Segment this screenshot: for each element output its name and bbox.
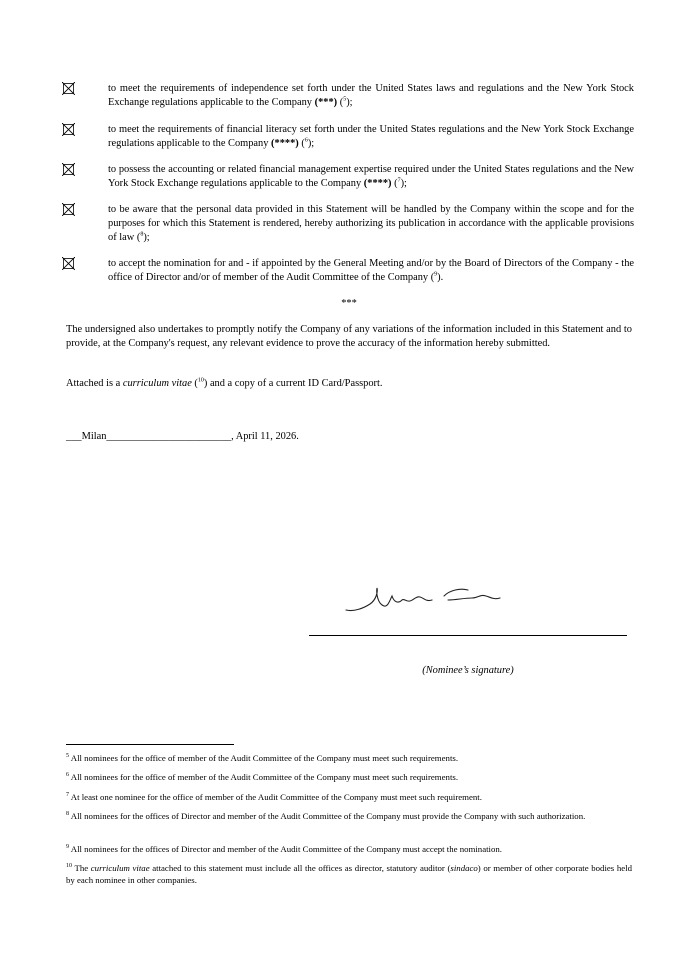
checked-box-icon[interactable]: [62, 123, 75, 136]
attached-prefix: Attached is a: [66, 378, 123, 389]
checked-box-icon[interactable]: [62, 257, 75, 270]
item-text: to meet the requirements of independence set forth under the United States laws and regulations and the New York Stock Exchange regulations applicable to the Company: [108, 83, 634, 108]
footnote-text: The: [74, 863, 91, 873]
footnote-ref: 5: [343, 96, 347, 103]
footnote-10: [66, 862, 632, 886]
attachments-paragraph: Attached is a curriculum vitae ($^{10}$) and a copy of a current ID Card/Passport.: [66, 377, 383, 389]
section-separator: ***: [341, 298, 357, 309]
place-date: ___Milan________________________, April 11, 2026.: [66, 431, 299, 442]
footnote-text: ) or member of other corporate bodies held by each nominee in other companies.: [66, 863, 632, 885]
footnote-separator: [66, 744, 234, 745]
undertaking-paragraph: The undersigned also undertakes to promptly notify the Company of any variations of the information included in this Statement and to provide, at the Company's request, any relevant evidence to prove the accuracy of the information hereby submitted.: [66, 324, 632, 349]
checklist-item-text: to meet the requirements of financial literacy set forth under the United States regulations and the New York Stock Exchange regulations applicable to the Company (****) ($^6$);: [108, 124, 634, 149]
checked-box-icon[interactable]: [62, 203, 75, 216]
checklist-item-text: to meet the requirements of independence set forth under the United States laws and regulations and the New York Stock Exchange regulations applicable to the Company (***) ($^5$);: [108, 83, 634, 108]
footnote-number: 7: [66, 792, 69, 799]
handwritten-signature: [340, 582, 520, 618]
checked-box-icon[interactable]: [62, 163, 75, 176]
footnote-ref: 6: [304, 137, 308, 144]
footnote-9: [66, 843, 632, 855]
footnote-ref: 9: [434, 271, 438, 278]
footnote-number: 9: [66, 844, 69, 851]
footnote-ref: 10: [197, 377, 204, 384]
footnote-7: [66, 791, 632, 803]
footnote-number: 5: [66, 753, 69, 760]
signature-caption: (Nominee’s signature): [422, 665, 514, 676]
footnote-number: 10: [66, 863, 72, 870]
checklist-item-text: to be aware that the personal data provided in this Statement will be handled by the Company within the scope and for the purposes for which this Statement is rendered, hereby authorizing its publication in accordance with the applicable provisions of law ($^8$);: [108, 204, 634, 243]
footnote-text: All nominees for the offices of Director and member of the Audit Committee of the Company must accept the nomination.: [70, 844, 502, 854]
item-text: to accept the nomination for and - if appointed by the General Meeting and/or by the Board of Directors of the Company - the office of Director and/or of member of the Audit Committee of the Company: [108, 258, 634, 283]
item-text: to possess the accounting or related financial management expertise required under the United States regulations and the New York Stock Exchange regulations applicable to the Company: [108, 164, 634, 189]
footnote-5: [66, 752, 632, 764]
checklist-item-text: to accept the nomination for and - if appointed by the General Meeting and/or by the Board of Directors of the Company - the office of Director and/or of member of the Audit Committee of the Company ($^9$).: [108, 258, 634, 283]
footnote-number: 6: [66, 772, 69, 779]
signature-line: [309, 635, 627, 636]
footnote-text: At least one nominee for the office of member of the Audit Committee of the Company must meet such requirement.: [70, 792, 482, 802]
footnote-ref: 7: [397, 177, 401, 184]
footnote-text: attached to this statement must include all the offices as director, statutory auditor (: [149, 863, 451, 873]
footnote-text: All nominees for the offices of Director and member of the Audit Committee of the Company must provide the Company with such authorization.: [70, 811, 586, 821]
item-text: to meet the requirements of financial literacy set forth under the United States regulations and the New York Stock Exchange regulations applicable to the Company: [108, 124, 634, 149]
footnote-6: [66, 771, 632, 783]
item-mark: (***): [314, 97, 338, 108]
footnote-cv: curriculum vitae: [90, 863, 150, 873]
footnote-8: [66, 810, 632, 822]
checklist-item-text: to possess the accounting or related financial management expertise required under the United States regulations and the New York Stock Exchange regulations applicable to the Company (****) ($^7$);: [108, 164, 634, 189]
item-mark: (****): [271, 138, 299, 149]
footnote-text: All nominees for the office of member of the Audit Committee of the Company must meet such requirements.: [70, 772, 459, 782]
footnote-sindaco: sindaco: [450, 863, 478, 873]
checked-box-icon[interactable]: [62, 82, 75, 95]
item-mark: (****): [363, 178, 392, 189]
item-text: to be aware that the personal data provided in this Statement will be handled by the Company within the scope and for the purposes for which this Statement is rendered, hereby authorizing its publication in accordance with the applicable provisions of law: [108, 204, 634, 243]
footnote-ref: 8: [140, 231, 144, 238]
attached-suffix: and a copy of a current ID Card/Passport.: [207, 378, 383, 389]
footnote-text: All nominees for the office of member of the Audit Committee of the Company must meet such requirements.: [70, 753, 459, 763]
attached-cv: curriculum vitae: [122, 378, 192, 389]
footnote-number: 8: [66, 811, 69, 818]
